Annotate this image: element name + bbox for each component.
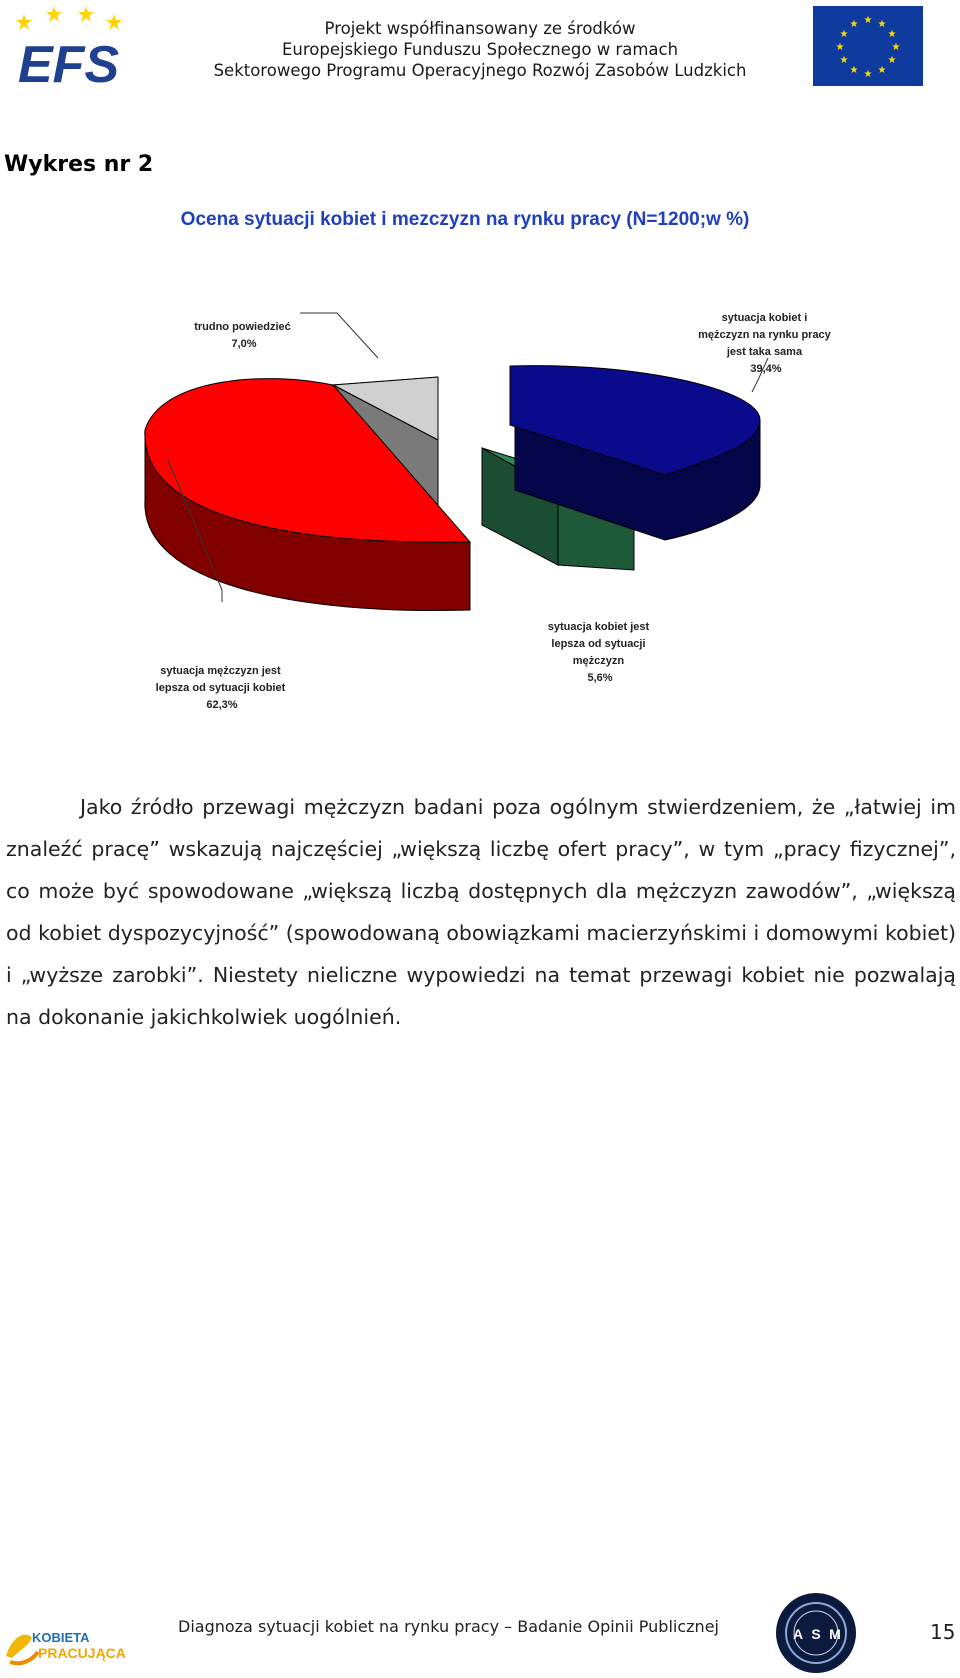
footer-text: Diagnoza sytuacji kobiet na rynku pracy – Badanie Opinii Publicznej (178, 1617, 719, 1636)
svg-text:★: ★ (887, 55, 897, 66)
svg-text:★: ★ (887, 29, 897, 40)
logo-line-2: PRACUJĄCA (38, 1645, 126, 1661)
efs-logo (14, 4, 144, 88)
svg-text:★: ★ (877, 65, 887, 76)
label-sytuacja-taka-sama: sytuacja kobiet i mężczyzn na rynku pracy jest taka sama 39,4% (698, 312, 831, 375)
label-trudno-powiedziec: trudno powiedzieć 7,0% (194, 321, 291, 350)
svg-text:★: ★ (863, 15, 873, 26)
svg-text:★: ★ (835, 42, 845, 53)
efs-logo-text: EFS (18, 36, 120, 88)
chart-title: Ocena sytuacji kobiet i mezczyzn na rynku pracy (N=1200;w %) (180, 209, 750, 230)
asm-letter-m: M (829, 1626, 841, 1642)
logo-line-1: KOBIETA (32, 1630, 90, 1645)
label-sytuacja-mezczyzn-lepsza: sytuacja mężczyzn jest lepsza od sytuacji kobiet 62,3% (155, 665, 286, 711)
kobieta-pracujaca-logo (2, 1616, 150, 1674)
svg-text:★: ★ (839, 55, 849, 66)
svg-text:★: ★ (849, 65, 859, 76)
svg-text:★: ★ (891, 42, 901, 53)
svg-text:★: ★ (863, 69, 873, 80)
svg-text:★: ★ (849, 19, 859, 30)
pie-chart (0, 280, 960, 740)
header-line-2: Europejskiego Funduszu Społecznego w ramach (281, 40, 679, 59)
eu-flag-icon (813, 6, 923, 86)
figure-label: Wykres nr 2 (4, 152, 154, 177)
logo-swirl-icon (6, 1635, 32, 1658)
header-line-3: Sektorowego Programu Operacyjnego Rozwój Zasobów Ludzkich (213, 61, 747, 80)
body-paragraph: Jako źródło przewagi mężczyzn badani poza ogólnym stwierdzeniem, że „łatwiej im znaleźć pracę” wskazują najczęściej „większą liczbę ofert pracy”, w tym „pracy fizycznej”, co może być spowodowane „większą liczbą dostępnych dla mężczyzn zawodów”, „większą od kobiet dyspozycyjność” (spowodowaną obowiązkami macierzyńskimi i domowymi kobiet) i „wyższe zarobki”. Niestety nieliczne wypowiedzi na temat przewagi kobiet nie pozwalają na dokonanie jakichkolwiek uogólnień. (6, 795, 956, 1029)
asm-logo (774, 1591, 858, 1675)
svg-text:★: ★ (839, 29, 849, 40)
star-icon (16, 6, 122, 30)
header-line-1: Projekt współfinansowany ze środków (324, 19, 636, 38)
asm-letter-a: A (792, 1626, 804, 1642)
header-text (190, 18, 770, 81)
page-number: 15 (930, 1620, 956, 1644)
svg-text:★: ★ (877, 19, 887, 30)
asm-letter-s: S (811, 1626, 821, 1642)
label-sytuacja-kobiet-lepsza: sytuacja kobiet jest lepsza od sytuacji mężczyzn 5,6% (547, 621, 650, 684)
